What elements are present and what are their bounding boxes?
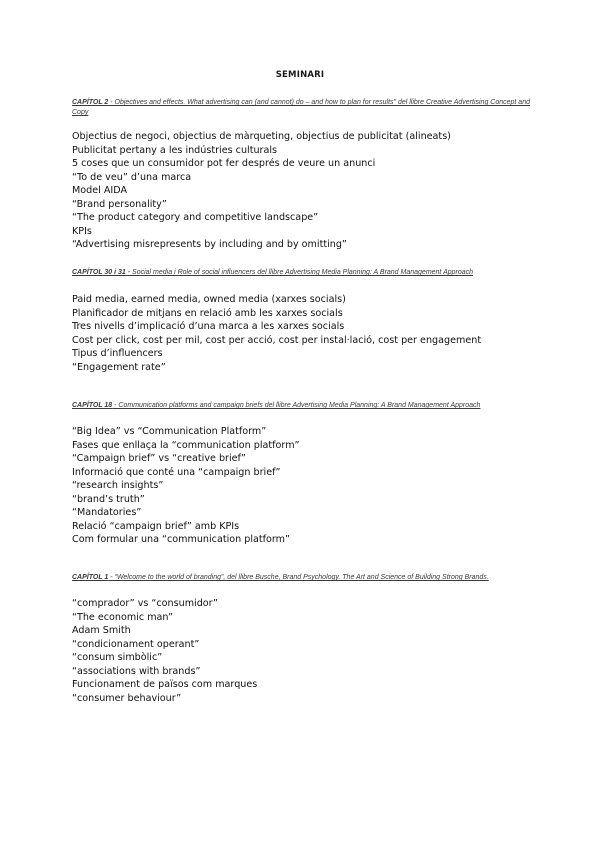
list-item: “comprador” vs “consumidor”: [72, 598, 218, 609]
list-item: “The product category and competitive landscape”: [72, 212, 319, 223]
list-item: Objectius de negoci, objectius de màrqueting, objectius de publicitat (alineats): [72, 131, 451, 142]
list-item: “consumer behaviour”: [72, 692, 182, 704]
section-heading: [72, 573, 532, 583]
list-item: Informació que conté una “campaign brief”: [72, 466, 281, 478]
list-item: “Campaign brief” vs “creative brief”: [72, 453, 246, 464]
list-item: “Big Idea” vs “Communication Platform”: [72, 426, 267, 437]
list-item: Adam Smith: [72, 625, 131, 636]
section-chapter-18: [72, 401, 532, 547]
list-item: Paid media, earned media, owned media (xarxes socials): [72, 294, 346, 305]
list-item: Fases que enllaça la “communication platform”: [72, 439, 300, 451]
chapter-source: - Objectives and effects. What advertising can (and cannot) do – and how to plan for results" del llibre Creative Advertising Concept and Copy: [72, 99, 530, 116]
chapter-label: CAPÍTOL 2: [72, 99, 109, 106]
list-item: Model AIDA: [72, 185, 128, 196]
list-item: “consum simbòlic”: [72, 652, 163, 663]
chapter-source: - Social media i Role of social influencers del llibre Advertising Media Planning: A Brand Management Approach: [125, 269, 474, 276]
list-item: “Brand personality”: [72, 198, 167, 210]
section-chapter-1: [72, 573, 532, 705]
list-item: KPIs: [72, 225, 92, 237]
list-item: Cost per click, cost per mil, cost per acció, cost per instal·lació, cost per engagement: [72, 334, 482, 346]
section-heading: [72, 98, 532, 118]
list-item: Funcionament de països com marques: [72, 679, 258, 690]
chapter-label: CAPÍTOL 18: [72, 402, 113, 409]
topic-list: [72, 425, 532, 547]
topic-list: [72, 130, 532, 252]
list-item: “Mandatories”: [72, 507, 142, 518]
list-item: Publicitat pertany a les indústries culturals: [72, 144, 278, 156]
list-item: Tipus d’influencers: [72, 348, 163, 359]
chapter-source: - Communication platforms and campaign briefs del llibre Advertising Media Planning: A Brand Management Approach: [112, 402, 481, 409]
list-item: “Engagement rate”: [72, 361, 166, 373]
list-item: “associations with brands”: [72, 665, 201, 677]
topic-list: [72, 293, 532, 374]
list-item: “brand’s truth”: [72, 493, 145, 505]
list-item: Relació “campaign brief” amb KPIs: [72, 520, 240, 532]
page-title: SEMINARI: [275, 70, 325, 80]
chapter-source: - “Welcome to the world of branding”, del llibre Busche, Brand Psychology. The Art and Science of Building Strong Brands.: [108, 574, 489, 581]
list-item: “The economic man”: [72, 611, 173, 623]
topic-list: [72, 597, 532, 705]
list-item: Tres nivells d’implicació d’una marca a les xarxes socials: [72, 321, 345, 332]
section-heading: [72, 268, 532, 278]
chapter-label: CAPÍTOL 1: [72, 574, 109, 581]
chapter-label: CAPÍTOL 30 i 31: [72, 269, 126, 276]
list-item: Planificador de mitjans en relació amb les xarxes socials: [72, 307, 343, 319]
list-item: “research insights”: [72, 480, 164, 491]
list-item: Com formular una “communication platform”: [72, 534, 290, 545]
list-item: “condicionament operant”: [72, 638, 200, 650]
section-chapter-30-31: [72, 268, 532, 374]
section-chapter-2: [72, 98, 532, 252]
section-heading: [72, 401, 532, 411]
list-item: “To de veu” d’una marca: [72, 171, 192, 183]
list-item: 5 coses que un consumidor pot fer després de veure un anunci: [72, 158, 376, 169]
list-item: “Advertising misrepresents by including and by omitting”: [72, 239, 347, 250]
